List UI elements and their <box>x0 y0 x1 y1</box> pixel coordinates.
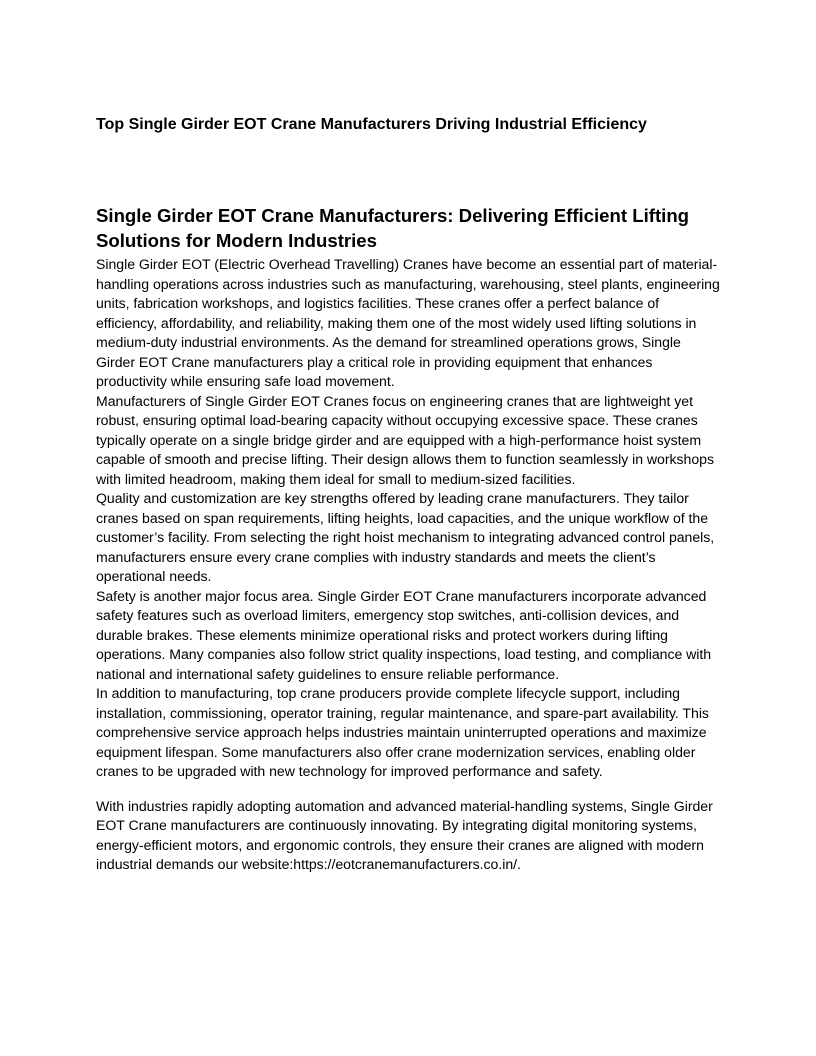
paragraph-intro: Single Girder EOT (Electric Overhead Travelling) Cranes have become an essential part of material-handling operations across industries such as manufacturing, warehousing, steel plants, engineering units, fabrication workshops, and logistics facilities. These cranes offer a perfect balance of efficiency, affordability, and reliability, making them one of the most widely used lifting solutions in medium-duty industrial environments. As the demand for streamlined operations grows, Single Girder EOT Crane manufacturers play a critical role in providing equipment that enhances productivity while ensuring safe load movement. <box>96 256 720 389</box>
paragraph-safety: Safety is another major focus area. Single Girder EOT Crane manufacturers incorporate advanced safety features such as overload limiters, emergency stop switches, anti-collision devices, and durable brakes. These elements minimize operational risks and protect workers during lifting operations. Many companies also follow strict quality inspections, load testing, and compliance with national and international safety guidelines to ensure reliable performance. <box>96 587 712 682</box>
paragraph-innovation: With industries rapidly adopting automation and advanced material-handling systems, Single Girder EOT Crane manufacturers are continuously innovating. By integrating digital monitoring systems, energy-efficient motors, and ergonomic controls, they ensure their cranes are aligned with modern industrial demands our website:https://eotcranemanufacturers.co.in/. <box>96 797 713 872</box>
document-title: Top Single Girder EOT Crane Manufacturers Driving Industrial Efficiency <box>96 116 647 133</box>
paragraph-design: Manufacturers of Single Girder EOT Cranes focus on engineering cranes that are lightweight yet robust, ensuring optimal load-bearing capacity without occupying excessive space. These cranes typically operate on a single bridge girder and are equipped with a high-performance hoist system capable of smooth and precise lifting. Their design allows them to function seamlessly in workshops with limited headroom, making them ideal for small to medium-sized facilities. <box>96 392 714 487</box>
paragraph-customization: Quality and customization are key strengths offered by leading crane manufacturers. They tailor cranes based on span requirements, lifting heights, load capacities, and the unique workflow of the customer’s facility. From selecting the right hoist mechanism to integrating advanced control panels, manufacturers ensure every crane complies with industry standards and meets the client’s operational needs. <box>96 490 715 584</box>
section-heading: Single Girder EOT Crane Manufacturers: Delivering Efficient Lifting Solutions for Modern Industries <box>96 205 690 251</box>
body-text <box>96 255 720 875</box>
paragraph-lifecycle-support: In addition to manufacturing, top crane producers provide complete lifecycle support, including installation, commissioning, operator training, regular maintenance, and spare-part availability. This comprehensive service approach helps industries maintain uninterrupted operations and maximize equipment lifespan. Some manufacturers also offer crane modernization services, enabling older cranes to be upgraded with new technology for improved performance and safety. <box>96 685 709 779</box>
